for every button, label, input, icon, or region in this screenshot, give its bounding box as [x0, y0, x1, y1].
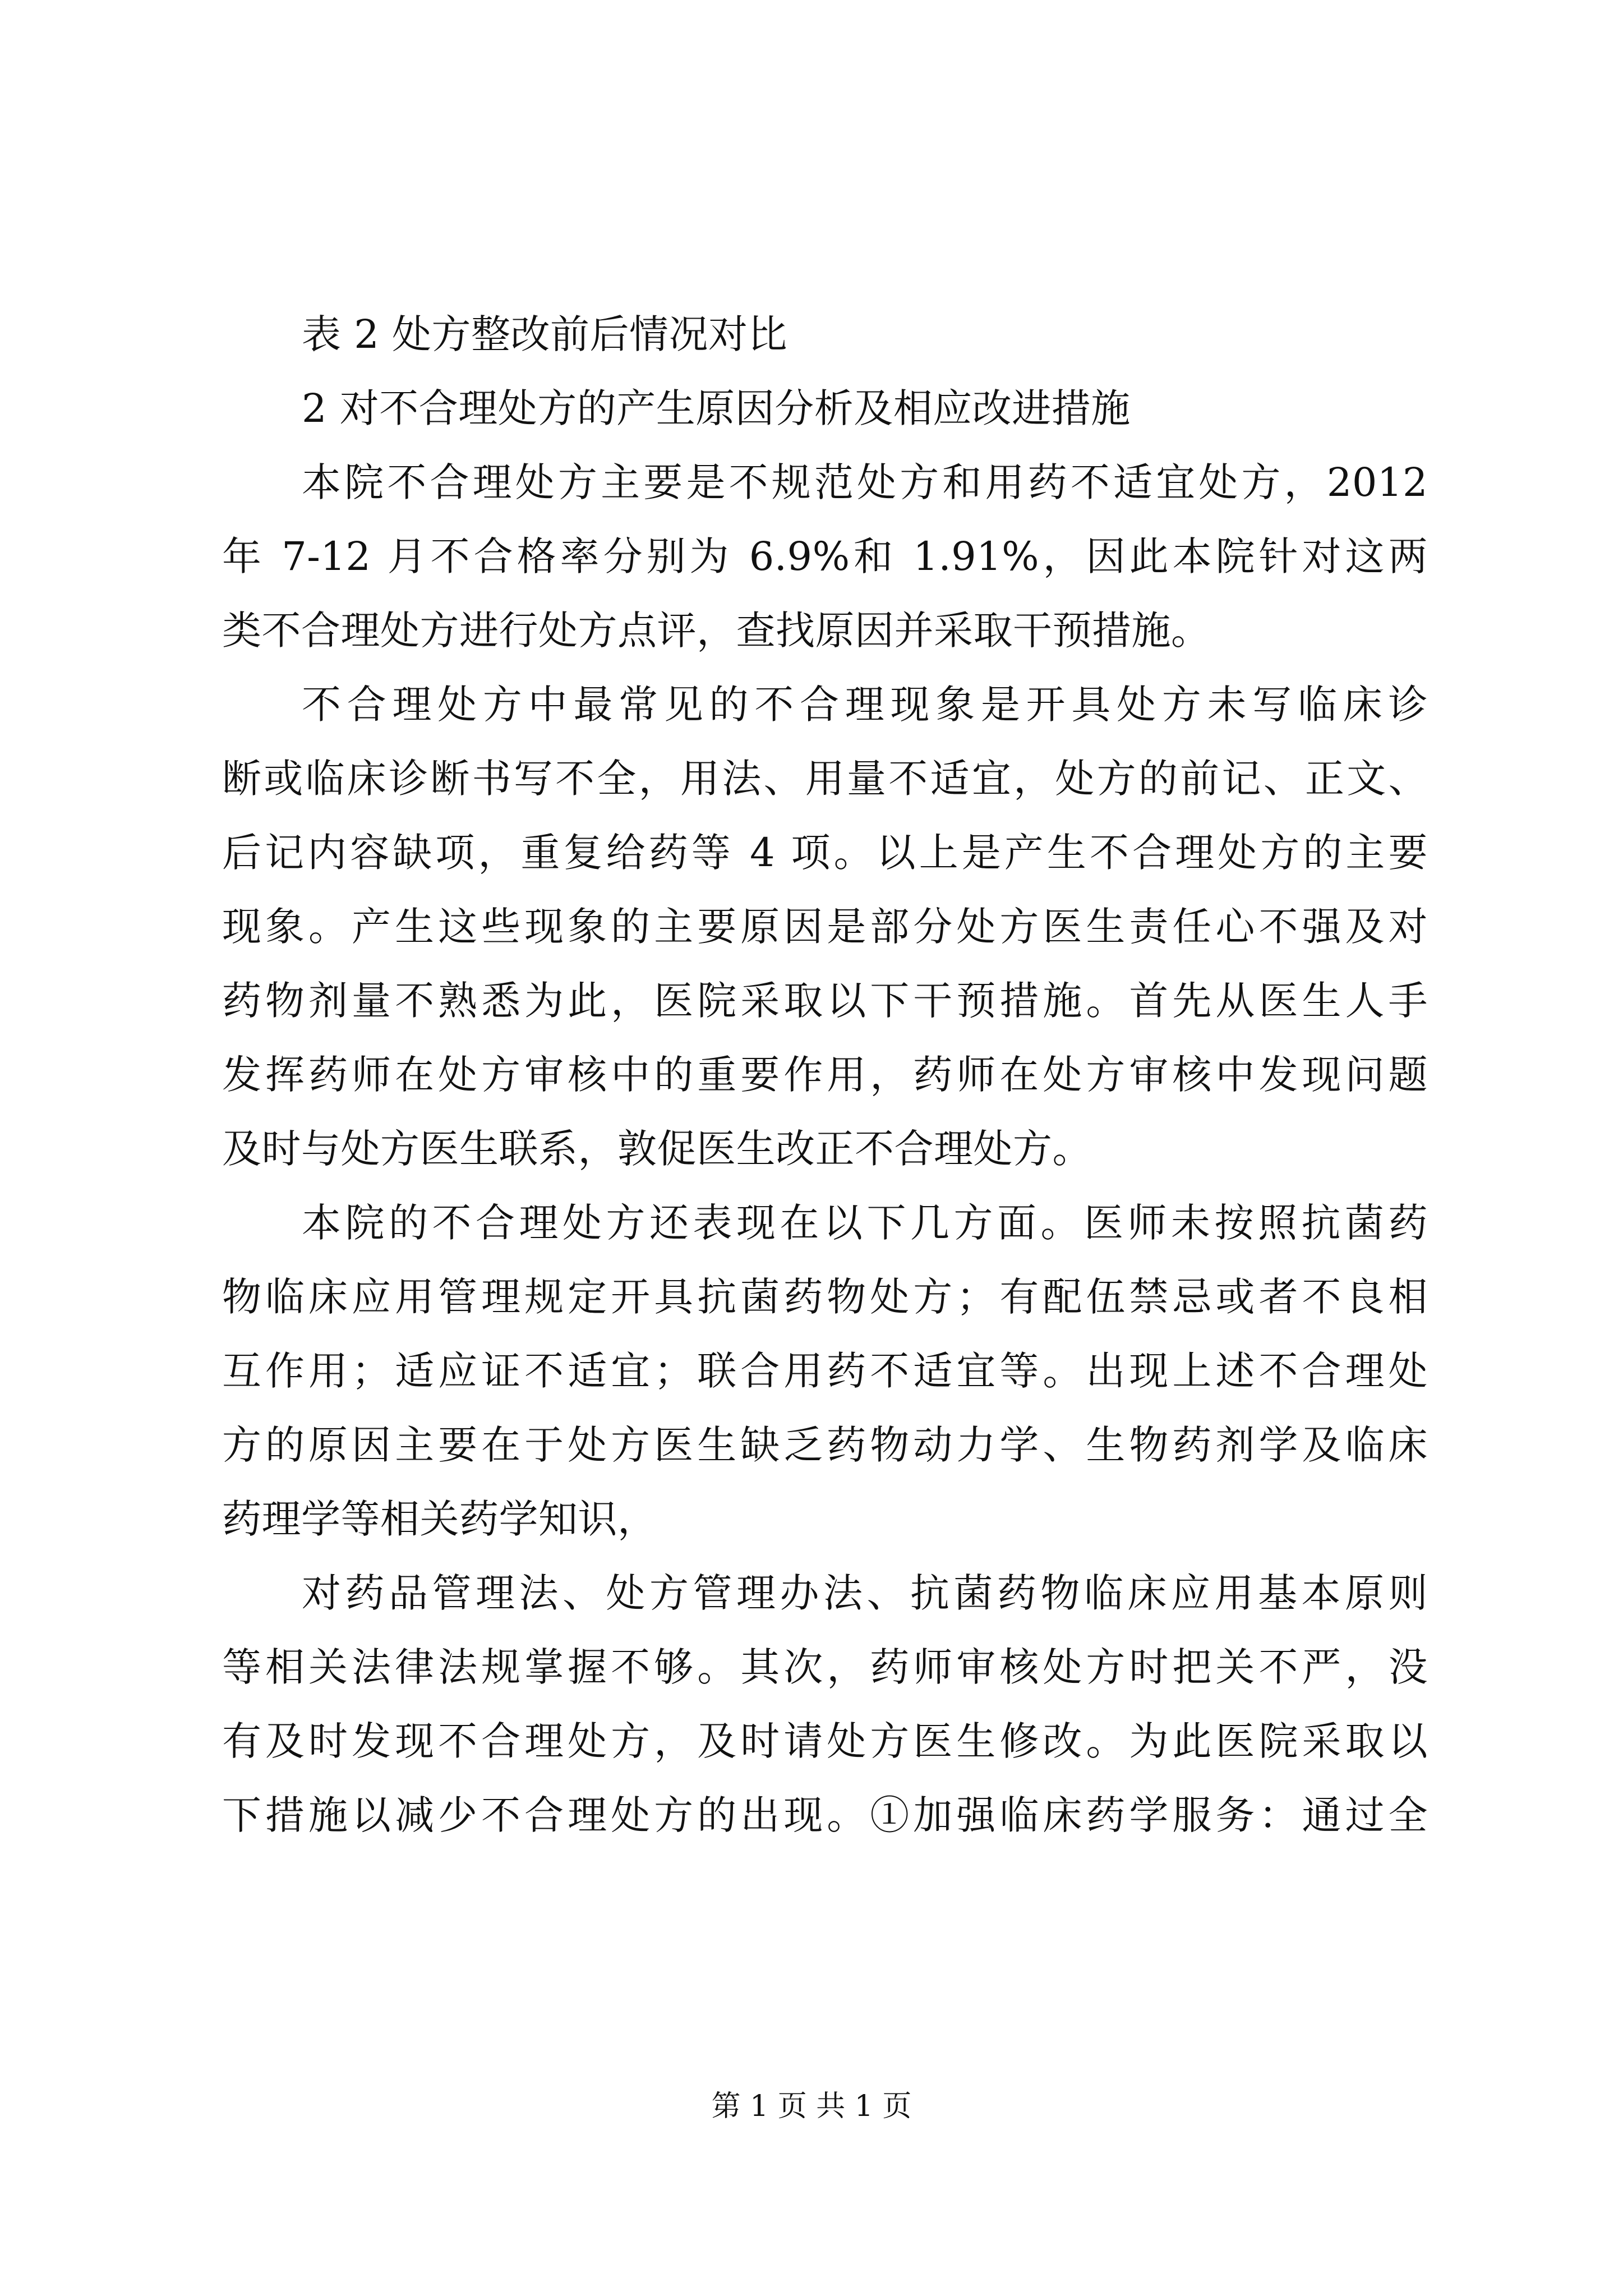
text-line: 不合理处方中最常见的不合理现象是开具处方未写临床诊 [302, 682, 1428, 728]
document-body [222, 297, 1428, 1852]
text-line: 等相关法律法规掌握不够。其次，药师审核处方时把关不严，没 [222, 1644, 1428, 1690]
text-line: 下措施以减少不合理处方的出现。①加强临床药学服务：通过全 [222, 1792, 1428, 1838]
text-line: 对药品管理法、处方管理办法、抗菌药物临床应用基本原则 [302, 1570, 1428, 1616]
text-line: 类不合理处方进行处方点评，查找原因并采取干预措施。 [222, 608, 1211, 654]
page-footer: 第 1 页 共 1 页 [711, 2090, 912, 2123]
text-line: 断或临床诊断书写不全，用法、用量不适宜，处方的前记、正文、 [222, 756, 1428, 802]
text-line: 表 2 处方整改前后情况对比 [302, 311, 788, 357]
text-line: 药物剂量不熟悉为此，医院采取以下干预措施。首先从医生人手 [222, 978, 1428, 1024]
text-line: 本院不合理处方主要是不规范处方和用药不适宜处方，2012 [302, 459, 1428, 505]
text-line: 物临床应用管理规定开具抗菌药物处方；有配伍禁忌或者不良相 [222, 1274, 1428, 1320]
text-line: 发挥药师在处方审核中的重要作用，药师在处方审核中发现问题 [222, 1052, 1428, 1098]
text-line: 现象。产生这些现象的主要原因是部分处方医生责任心不强及对 [222, 904, 1428, 950]
text-line: 年 7-12 月不合格率分别为 6.9%和 1.91%，因此本院针对这两 [222, 533, 1428, 579]
text-line: 后记内容缺项，重复给药等 4 项。以上是产生不合理处方的主要 [222, 830, 1428, 876]
text-line: 方的原因主要在于处方医生缺乏药物动力学、生物药剂学及临床 [222, 1422, 1428, 1468]
text-line: 有及时发现不合理处方，及时请处方医生修改。为此医院采取以 [222, 1718, 1428, 1764]
text-line: 2 对不合理处方的产生原因分析及相应改进措施 [302, 385, 1131, 431]
text-line: 本院的不合理处方还表现在以下几方面。医师未按照抗菌药 [302, 1200, 1428, 1246]
text-line: 及时与处方医生联系，敦促医生改正不合理处方。 [222, 1126, 1092, 1172]
text-line: 互作用；适应证不适宜；联合用药不适宜等。出现上述不合理处 [222, 1348, 1428, 1394]
text-line: 药理学等相关药学知识， [222, 1496, 657, 1542]
